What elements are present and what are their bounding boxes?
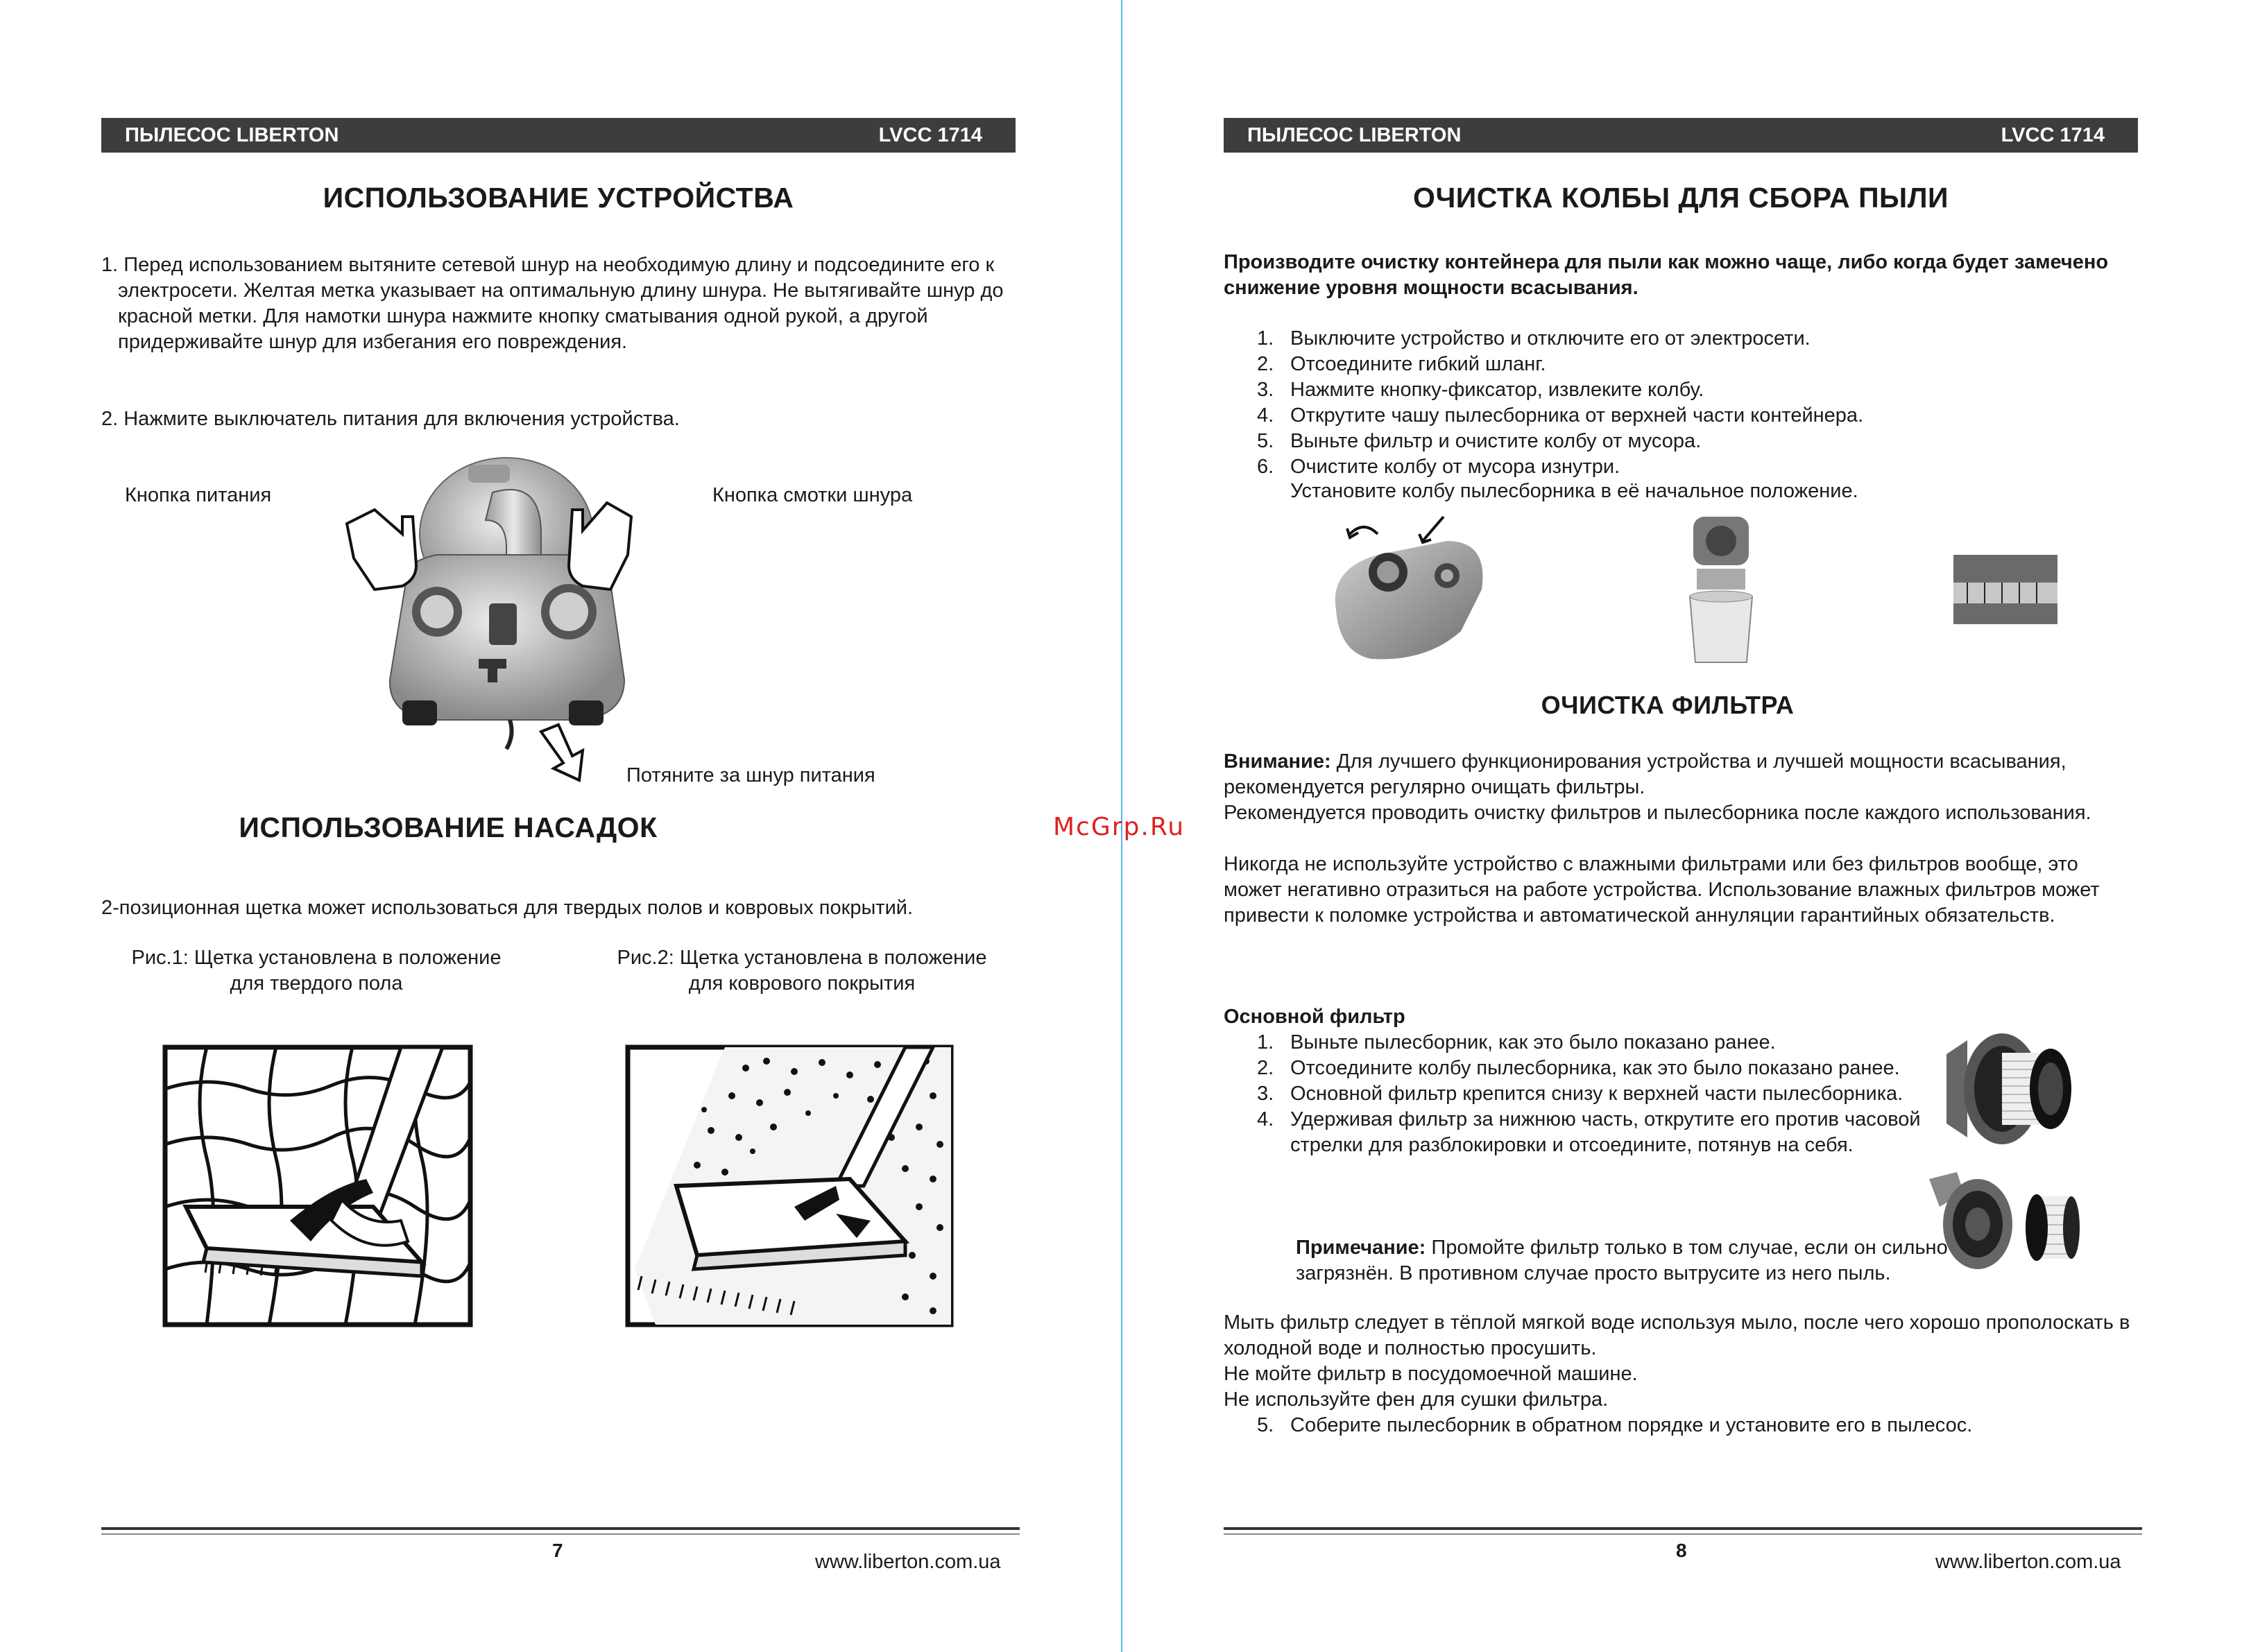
note-label: Примечание: (1296, 1237, 1426, 1259)
list-item-number: 6. (1257, 456, 1274, 478)
figure-2-caption-line-2: для коврового покрытия (688, 972, 916, 995)
section-title-filter: ОЧИСТКА ФИЛЬТРА (1541, 691, 1795, 719)
photo-dust-cup-closeup (1953, 555, 2057, 624)
list-item (1257, 1081, 1951, 1107)
list-item-text: Отсоедините гибкий шланг. (1290, 353, 1546, 375)
step-1-text: 1. Перед использованием вытяните сетевой шнур на необходимую длину и подсоедините его к электросети. Желтая метка указывает на оптимальную длину шнура. Не вытягивайте шнур до красной метки. Для намотки шнура нажмите кнопку сматывания одной рукой, а другой придерживайте шнур для избегания его повреждения. (101, 254, 1004, 353)
section-title-attachments: ИСПОЛЬЗОВАНИЕ НАСАДОК (239, 811, 658, 843)
attention-paragraph (1224, 749, 2139, 800)
footer-url: www.liberton.com.ua (1935, 1551, 2121, 1573)
header-model: LVCC 1714 (878, 124, 982, 146)
watermark: McGrp.Ru (1053, 813, 1186, 841)
header-brand: ПЫЛЕСОС LIBERTON (1247, 124, 1462, 146)
header-model: LVCC 1714 (2001, 124, 2105, 146)
list-item-text: Открутите чашу пылесборника от верхней части контейнера. (1290, 404, 1864, 427)
list-item (1257, 352, 2089, 377)
final-step (1257, 1413, 1972, 1438)
list-item (1257, 454, 2089, 480)
list-item-text: Основной фильтр крепится снизу к верхней части пылесборника. (1290, 1083, 1903, 1105)
figure-2-caption-line-1: Рис.2: Щетка установлена в положение (617, 947, 987, 969)
list-item-number: 2. (1257, 353, 1274, 375)
list-item-text: Удерживая фильтр за нижнюю часть, открутите его против часовой стрелки для разблокировки и отсоедините, потянув на себя. (1290, 1108, 1921, 1156)
page-header (101, 118, 1016, 153)
figure-2-carpet-brush (628, 1047, 951, 1325)
photo-vacuum-remove-cup (1322, 513, 1496, 666)
warning-paragraph: Никогда не используйте устройство с влажными фильтрами или без фильтров вообще, это может негативно отразиться на работе устройства. Использование влажных фильтров может привести к поломке устройства и автоматической аннуляции гарантийных обязательств. (1224, 853, 2100, 927)
list-item (1257, 377, 2089, 403)
list-item-text: Выключите устройство и отключите его от электросети. (1290, 327, 1811, 350)
main-filter-steps (1257, 1030, 1951, 1158)
figure-1-caption-line-1: Рис.1: Щетка установлена в положение (131, 947, 502, 969)
list-item-number: 4. (1257, 1108, 1274, 1130)
list-item-text: Выньте пылесборник, как это было показано ранее. (1290, 1031, 1776, 1053)
list-item (1257, 403, 2089, 429)
photo-filter-detached (1926, 1165, 2085, 1283)
page-number: 8 (1676, 1540, 1687, 1561)
page-number: 7 (552, 1540, 563, 1561)
list-item-number: 1. (1257, 327, 1274, 350)
figure-1-hard-floor-brush (165, 1047, 470, 1325)
list-item-number: 3. (1257, 1083, 1274, 1105)
attention-label: Внимание: (1224, 750, 1331, 773)
label-power-button: Кнопка питания (125, 484, 272, 506)
main-filter-title: Основной фильтр (1224, 1006, 1405, 1028)
note-text: Промойте фильтр только в том случае, если он сильно загрязнён. В противном случае просто вытрусите из него пыль. (1296, 1237, 1948, 1284)
photo-dust-cup-parts (1676, 510, 1766, 669)
brush-description: 2-позиционная щетка может использоваться для твердых полов и ковровых покрытий. (101, 897, 914, 919)
list-item (1257, 1107, 1951, 1158)
attention-text: Для лучшего функционирования устройства и лучшей мощности всасывания, рекомендуется регулярно очищать фильтры. (1224, 750, 2066, 798)
footer-rule-thin (101, 1533, 1020, 1535)
header-brand: ПЫЛЕСОС LIBERTON (125, 124, 339, 146)
wash-instructions: Мыть фильтр следует в тёплой мягкой воде используя мыло, после чего хорошо прополоскать в холодной воде и полностью просушить. (1224, 1311, 2130, 1359)
vacuum-cleaner-illustration (333, 451, 645, 784)
list-item-number: 2. (1257, 1057, 1274, 1079)
list-item-text: Нажмите кнопку-фиксатор, извлеките колбу. (1290, 379, 1704, 401)
list-item-number: 1. (1257, 1031, 1274, 1053)
hairdryer-warning: Не используйте фен для сушки фильтра. (1224, 1388, 1609, 1411)
list-item (1257, 429, 2089, 454)
dust-cup-steps (1257, 326, 2089, 480)
dust-cup-steps-tail: Установите колбу пылесборника в её начальное положение. (1290, 480, 1858, 502)
label-rewind-button: Кнопка смотки шнура (712, 484, 913, 506)
final-step-text: Соберите пылесборник в обратном порядке и установите его в пылесос. (1290, 1414, 1973, 1436)
recommendation-paragraph: Рекомендуется проводить очистку фильтров и пылесборника после каждого использования. (1224, 802, 2091, 824)
footer-rule (1224, 1527, 2142, 1530)
figure-1-caption (101, 945, 531, 997)
list-item (1257, 326, 2089, 352)
list-item-number: 5. (1257, 430, 1274, 452)
list-item (1257, 1030, 1951, 1056)
footer-rule-thin (1224, 1533, 2142, 1535)
label-pull-cord: Потяните за шнур питания (626, 764, 875, 786)
dishwasher-warning: Не мойте фильтр в посудомоечной машине. (1224, 1363, 1638, 1385)
list-item-number: 3. (1257, 379, 1274, 401)
final-step-number: 5. (1257, 1414, 1274, 1436)
footer-rule (101, 1527, 1020, 1530)
page-8 (1121, 0, 2242, 1652)
instruction-step-2: 2. Нажмите выключатель питания для включения устройства. (101, 408, 680, 430)
figure-2-caption (587, 945, 1017, 997)
list-item-text: Выньте фильтр и очистите колбу от мусора. (1290, 430, 1702, 452)
photo-filter-attached (1940, 1026, 2078, 1151)
intro-text: Производите очистку контейнера для пыли как можно чаще, либо когда будет замечено снижение уровня мощности всасывания. (1224, 251, 2109, 299)
page-title: ИСПОЛЬЗОВАНИЕ УСТРОЙСТВА (323, 182, 794, 214)
figure-1-caption-line-2: для твердого пола (230, 972, 403, 995)
page-title: ОЧИСТКА КОЛБЫ ДЛЯ СБОРА ПЫЛИ (1413, 182, 1949, 214)
list-item-number: 4. (1257, 404, 1274, 427)
list-item-text: Отсоедините колбу пылесборника, как это было показано ранее. (1290, 1057, 1900, 1079)
filter-note (1296, 1235, 1948, 1287)
footer-url: www.liberton.com.ua (815, 1551, 1001, 1573)
page-header (1224, 118, 2138, 153)
list-item (1257, 1056, 1951, 1081)
list-item-text: Очистите колбу от мусора изнутри. (1290, 456, 1620, 478)
instruction-step-1 (101, 252, 1016, 355)
